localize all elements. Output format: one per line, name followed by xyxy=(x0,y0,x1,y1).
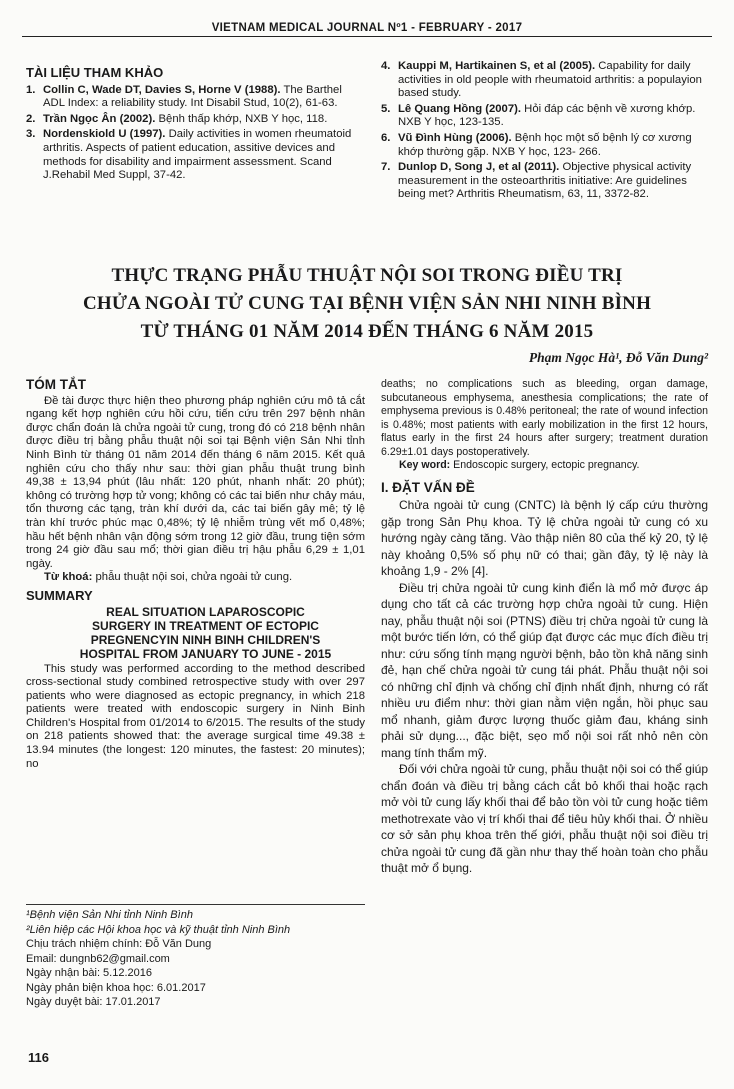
date-reviewed: Ngày phản biện khoa học: 6.01.2017 xyxy=(26,981,206,994)
reference-item xyxy=(381,132,708,159)
reference-number: 5. xyxy=(381,102,391,115)
reference-number: 1. xyxy=(26,83,36,96)
reference-text: Capability for daily activities in old people with rheumatoid arthritis: a populayion based study. xyxy=(398,60,702,100)
summary-keywords xyxy=(381,459,708,473)
intro-paragraph: Điều trị chửa ngoài tử cung kinh điển là mổ mở được áp dụng cho tất cả các trường hợp chửa ngoài tử cung. Hiện nay, phẫu thuật nội soi (PTNS) điều trị chửa ngoài tử cung là một bước tiến lớn, có thể giúp đạt được các mục đích điều trị như: cứu sống tính mạng người bệnh, bảo tồn khả năng sinh đẻ, hạn chế chửa ngoài tử cung tái phát. Phẫu thuật nội soi có những chỉ định và chống chỉ định nhất định, nhưng có rất nhiều ưu điểm như: thời gian nằm viện ngắn, hồi phục sau mổ nhanh, giảm được lượng thuốc giảm đau, kháng sinh phải sử dụng..., đặc biệt, sẹo mổ nội soi rất nhỏ nên còn mang tính thẩm mỹ. xyxy=(381,580,708,760)
reference-authors: Collin C, Wade DT, Davies S, Horne V (1988). xyxy=(43,83,281,96)
reference-text: Bệnh học một số bệnh lý cơ xương khớp thường gặp. NXB Y học, 123- 266. xyxy=(398,131,692,158)
reference-list-left xyxy=(26,84,365,183)
reference-number: 2. xyxy=(26,112,36,125)
reference-item xyxy=(26,84,365,111)
abstract-body: Đề tài được thực hiện theo phương pháp nghiên cứu mô tả cắt ngang kết hợp nghiên cứu hồi cứu, tiến cứu trên 297 bệnh nhân được chẩn đoán là chửa ngoài tử cung, trong đó có 218 bệnh nhân được điều trị bằng phẫu thuật nội soi tại Bệnh viện Sản Nhi tỉnh Ninh Bình từ tháng 01 năm 2014 đến tháng 6 năm 2015. Kết quả nghiên cứu cho thấy như sau: thời gian phẫu thuật trung bình 49,38 ± 13,94 phút (lâu nhất: 120 phút, nhanh nhất: 20 phút); không có trường hợp tử vong; không có các tai biến như chảy máu, tổn thương các tạng, tràn khí dưới da, các tai biến gây mê; tỷ lệ tràn khí trước phúc mạc 0,48%; tỷ lệ nhiễm trùng vết mổ 0,48%; hầu hết bệnh nhân vận động sớm trong 12 giờ đầu, trung tiện sớm trong 24 giờ đầu sau mổ; thời gian điều trị hậu phẫu 6,29 ± 1,01 ngày. xyxy=(26,394,365,570)
reference-authors: Kauppi M, Hartikainen S, et al (2005). xyxy=(398,60,596,72)
keyword-label: Từ khoá: xyxy=(44,571,93,584)
title-line: THỰC TRẠNG PHẪU THUẬT NỘI SOI TRONG ĐIỀU TRỊ xyxy=(111,265,623,286)
reference-list-right xyxy=(381,60,708,202)
affiliation-1: ¹Bệnh viện Sản Nhi tỉnh Ninh Bình xyxy=(26,909,193,921)
intro-paragraph: Đối với chửa ngoài tử cung, phẫu thuật nội soi có thể giúp chẩn đoán và điều trị bằng cách cắt bỏ khối thai hoặc rạch mở vòi tử cung lấy khối thai để bảo tồn vòi tử cung hoặc tiêm methotrexate vào vị trí khối thai để tiêu hủy khối thai. Ở nhiều cơ sở sản phụ khoa trên thế giới, phẫu thuật nội soi điều trị chửa ngoài tử cung đã gần như thay thế hoàn toàn cho phẫu thuật mở ổ bụng. xyxy=(381,762,708,876)
summary-title-line: PREGNENCYIN NINH BINH CHILDREN'S xyxy=(90,632,321,647)
reference-text: Bệnh thấp khớp, NXB Y học, 118. xyxy=(158,112,328,125)
responsible-author: Chịu trách nhiệm chính: Đỗ Văn Dung xyxy=(26,938,212,950)
keyword-text: phẫu thuật nội soi, chửa ngoài tử cung. xyxy=(95,571,293,584)
reference-authors: Nordenskiold U (1997). xyxy=(43,128,166,141)
summary-title-line: HOSPITAL FROM JANUARY TO JUNE - 2015 xyxy=(79,646,332,661)
reference-text: Objective physical activity measurement in the osteoarthritis initiative: Are guidelines being met? Arthritis Rheumatism, 63, 11, 3372-82. xyxy=(398,161,692,201)
reference-item xyxy=(26,113,365,127)
abstract-keywords xyxy=(26,571,365,585)
summary-title xyxy=(26,605,365,661)
reference-item xyxy=(26,128,365,182)
intro-heading: I. ĐẶT VẤN ĐỀ xyxy=(381,479,475,495)
article-authors: Phạm Ngọc Hà¹, Đỗ Văn Dung² xyxy=(528,350,708,365)
references-left xyxy=(26,66,365,185)
intro-body xyxy=(381,497,708,877)
abstract-column xyxy=(26,378,365,771)
author-email: Email: dungnb62@gmail.com xyxy=(26,952,170,965)
reference-authors: Vũ Đình Hùng (2006). xyxy=(398,131,512,144)
summary-heading: SUMMARY xyxy=(26,587,93,603)
summary-body-right: deaths; no complications such as bleeding, organ damage, subcutaneous emphysema, anesthesia complications; the rate of emphysema previous is 0.48% peritoneal; the rate of wound infection is 0.48%; most patients with early mobilization in the first 12 hours, flatus early in the first 24 hours after surgery; treatment duration 6.29±1.01 days postoperatively. xyxy=(381,378,708,458)
reference-authors: Trần Ngọc Ân (2002). xyxy=(43,112,156,125)
summary-title-line: REAL SITUATION LAPAROSCOPIC xyxy=(106,604,305,619)
right-column xyxy=(381,378,708,877)
abstract-heading: TÓM TẮT xyxy=(26,377,86,392)
reference-number: 7. xyxy=(381,161,391,174)
keyword-text: Endoscopic surgery, ectopic pregnancy. xyxy=(453,459,640,471)
date-received: Ngày nhận bài: 5.12.2016 xyxy=(26,967,152,979)
references-right xyxy=(381,60,708,204)
reference-text: The Barthel ADL Index: a reliability study. Int Disabil Stud, 10(2), 61-63. xyxy=(43,83,342,110)
page-number: 116 xyxy=(28,1050,49,1065)
reference-text: Hỏi đáp các bệnh về xương khớp. NXB Y học, 123-135. xyxy=(398,102,696,129)
title-line: CHỬA NGOÀI TỬ CUNG TẠI BỆNH VIỆN SẢN NHI NINH BÌNH xyxy=(82,293,652,314)
journal-header: VIETNAM MEDICAL JOURNAL Nº1 - FEBRUARY - 2017 xyxy=(22,22,712,37)
reference-authors: Lê Quang Hồng (2007). xyxy=(398,102,522,115)
reference-text: Daily activities in women rheumatoid arthritis. Aspects of patient education, assitive devices and methods for disability and impairment assessment. Scand J.Rehabil Med Suppl, 37-42. xyxy=(43,128,352,182)
footnotes xyxy=(26,904,365,1010)
reference-number: 3. xyxy=(26,128,36,141)
references-heading: TÀI LIỆU THAM KHẢO xyxy=(26,65,164,80)
reference-item xyxy=(381,60,708,101)
summary-title-line: SURGERY IN TREATMENT OF ECTOPIC xyxy=(92,618,319,633)
article-title xyxy=(20,262,714,346)
intro-paragraph: Chửa ngoài tử cung (CNTC) là bệnh lý cấp cứu thường gặp trong Sản Phụ khoa. Tỷ lệ chửa ngoài tử cung có xu hướng ngày càng tăng. Vào thập niên 80 của thế kỷ 20, tỷ lệ này khoảng 0,5% số phụ nữ có thai; gần đây, tỷ lệ này là khoảng 1,9 - 2% [4]. xyxy=(381,498,708,579)
date-approved: Ngày duyệt bài: 17.01.2017 xyxy=(26,996,161,1008)
reference-number: 6. xyxy=(381,131,391,144)
affiliation-2: ²Liên hiệp các Hội khoa học và kỹ thuật tỉnh Ninh Bình xyxy=(26,923,291,936)
reference-number: 4. xyxy=(381,60,391,72)
reference-item xyxy=(381,103,708,130)
reference-item xyxy=(381,161,708,202)
title-line: TỪ THÁNG 01 NĂM 2014 ĐẾN THÁNG 6 NĂM 2015 xyxy=(140,321,594,342)
summary-body-left: This study was performed according to the method described cross-sectional study combined retrospective study with over 297 patients who were diagnosed as ectopic pregnancy, in which 218 patients were treated with endoscopic surgery in Ninh Binh Children's Hospital from 01/2014 to 6/2015. The results of the study on 218 patients showed that: the average surgical time 49.38 ± 13.94 minutes (the longest: 120 minutes, the fastest: 20 minutes); no xyxy=(26,662,365,770)
keyword-label: Key word: xyxy=(399,459,451,471)
reference-authors: Dunlop D, Song J, et al (2011). xyxy=(398,161,560,174)
